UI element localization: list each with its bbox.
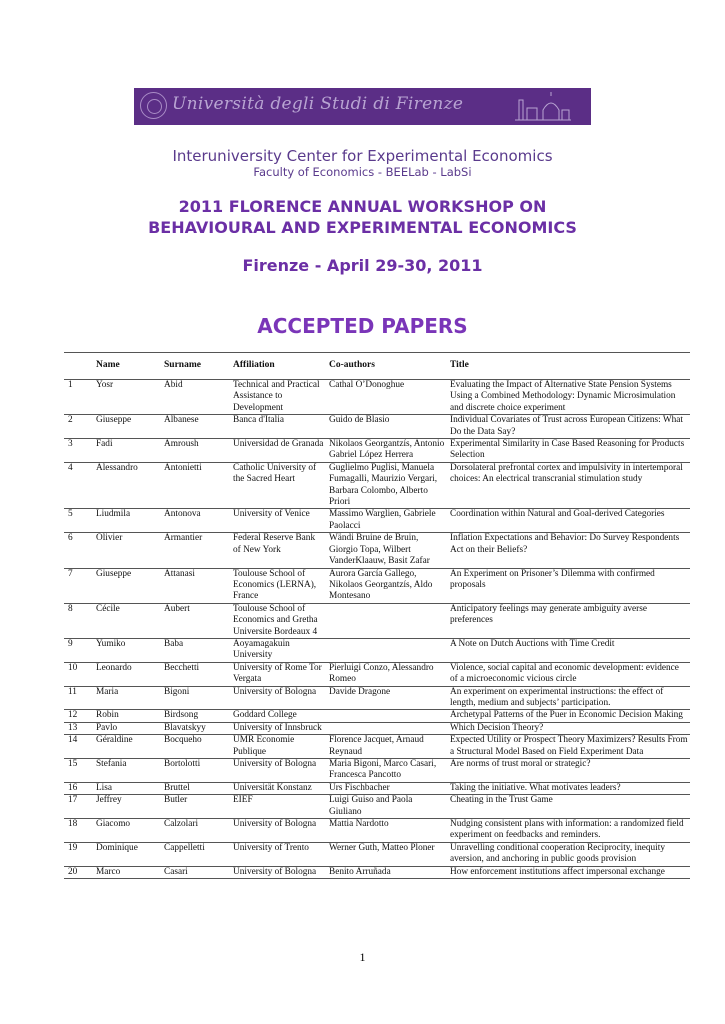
author-surname: Armantier bbox=[162, 533, 231, 568]
affiliation: EIEF bbox=[231, 795, 327, 819]
workshop-title-line1: 2011 FLORENCE ANNUAL WORKSHOP ON bbox=[178, 197, 547, 216]
table-header-row bbox=[64, 353, 690, 380]
florence-skyline-icon bbox=[515, 92, 571, 122]
paper-title: How enforcement institutions affect impersonal exchange bbox=[448, 866, 690, 878]
affiliation: University of Bologna bbox=[231, 759, 327, 783]
co-authors bbox=[327, 722, 448, 734]
author-name: Dominique bbox=[94, 842, 162, 866]
paper-number: 6 bbox=[64, 533, 94, 568]
co-authors bbox=[327, 638, 448, 662]
university-banner bbox=[134, 88, 591, 125]
co-authors: Guido de Blasio bbox=[327, 415, 448, 439]
author-name: Géraldine bbox=[94, 735, 162, 759]
paper-number: 3 bbox=[64, 439, 94, 463]
table-row bbox=[64, 710, 690, 722]
author-name: Giuseppe bbox=[94, 568, 162, 603]
author-surname: Casari bbox=[162, 866, 231, 878]
co-authors: Maria Bigoni, Marco Casari, Francesca Pancotto bbox=[327, 759, 448, 783]
author-surname: Bigoni bbox=[162, 686, 231, 710]
paper-title: An experiment on experimental instructions: the effect of length, medium and subjects’ participation. bbox=[448, 686, 690, 710]
author-name: Yumiko bbox=[94, 638, 162, 662]
paper-title: Cheating in the Trust Game bbox=[448, 795, 690, 819]
paper-title: Coordination within Natural and Goal-derived Categories bbox=[448, 509, 690, 533]
paper-number: 14 bbox=[64, 735, 94, 759]
affiliation: Aoyamagakuin University bbox=[231, 638, 327, 662]
author-surname: Amroush bbox=[162, 439, 231, 463]
paper-number: 15 bbox=[64, 759, 94, 783]
co-authors: Davide Dragone bbox=[327, 686, 448, 710]
author-name: Stefania bbox=[94, 759, 162, 783]
co-authors: Wändi Bruine de Bruin, Giorgio Topa, Wilbert VanderKlaauw, Basit Zafar bbox=[327, 533, 448, 568]
paper-title: Which Decision Theory? bbox=[448, 722, 690, 734]
paper-title: Experimental Similarity in Case Based Reasoning for Products Selection bbox=[448, 439, 690, 463]
paper-number: 2 bbox=[64, 415, 94, 439]
author-name: Fadi bbox=[94, 439, 162, 463]
author-surname: Bortolotti bbox=[162, 759, 231, 783]
university-seal-icon bbox=[140, 92, 167, 119]
table-row bbox=[64, 415, 690, 439]
workshop-title-line2: BEHAVIOURAL AND EXPERIMENTAL ECONOMICS bbox=[148, 218, 577, 237]
author-surname: Antonietti bbox=[162, 462, 231, 509]
author-surname: Baba bbox=[162, 638, 231, 662]
paper-number: 1 bbox=[64, 380, 94, 415]
co-authors: Pierluigi Conzo, Alessandro Romeo bbox=[327, 662, 448, 686]
paper-title: Dorsolateral prefrontal cortex and impulsivity in intertemporal choices: An electrical transcranial stimulation study bbox=[448, 462, 690, 509]
co-authors: Massimo Warglien, Gabriele Paolacci bbox=[327, 509, 448, 533]
paper-number: 16 bbox=[64, 782, 94, 794]
author-name: Lisa bbox=[94, 782, 162, 794]
paper-number: 12 bbox=[64, 710, 94, 722]
accepted-papers-table bbox=[64, 352, 690, 879]
paper-number: 20 bbox=[64, 866, 94, 878]
affiliation: Catholic University of the Sacred Heart bbox=[231, 462, 327, 509]
co-authors: Guglielmo Puglisi, Manuela Fumagalli, Maurizio Vergari, Barbara Colombo, Alberto Priori bbox=[327, 462, 448, 509]
affiliation: UMR Economie Publique bbox=[231, 735, 327, 759]
workshop-date: Firenze - April 29-30, 2011 bbox=[242, 256, 483, 275]
author-surname: Bocqueho bbox=[162, 735, 231, 759]
author-surname: Abid bbox=[162, 380, 231, 415]
header-name: Name bbox=[94, 353, 162, 380]
header-coauthors: Co-authors bbox=[327, 353, 448, 380]
paper-title: An Experiment on Prisoner’s Dilemma with confirmed proposals bbox=[448, 568, 690, 603]
table-body bbox=[64, 380, 690, 879]
author-name: Giacomo bbox=[94, 819, 162, 843]
co-authors bbox=[327, 710, 448, 722]
paper-title: Violence, social capital and economic development: evidence of a microeconomic vicious circle bbox=[448, 662, 690, 686]
paper-number: 9 bbox=[64, 638, 94, 662]
co-authors: Nikolaos Georgantzís, Antonio Gabriel López Herrera bbox=[327, 439, 448, 463]
author-name: Robin bbox=[94, 710, 162, 722]
paper-title: Inflation Expectations and Behavior: Do Survey Respondents Act on their Beliefs? bbox=[448, 533, 690, 568]
affiliation: University of Innsbruck bbox=[231, 722, 327, 734]
author-name: Leonardo bbox=[94, 662, 162, 686]
header-surname: Surname bbox=[162, 353, 231, 380]
center-name: Interuniversity Center for Experimental Economics bbox=[172, 147, 553, 165]
paper-title: Evaluating the Impact of Alternative State Pension Systems Using a Combined Methodology: Dynamic Microsimulation and discrete choice experiment bbox=[448, 380, 690, 415]
table-row bbox=[64, 462, 690, 509]
faculty-line: Faculty of Economics - BEELab - LabSi bbox=[253, 165, 472, 179]
section-title: ACCEPTED PAPERS bbox=[257, 314, 468, 338]
author-surname: Albanese bbox=[162, 415, 231, 439]
affiliation: Technical and Practical Assistance to Development bbox=[231, 380, 327, 415]
paper-title: Taking the initiative. What motivates leaders? bbox=[448, 782, 690, 794]
affiliation: Universität Konstanz bbox=[231, 782, 327, 794]
author-surname: Butler bbox=[162, 795, 231, 819]
paper-number: 4 bbox=[64, 462, 94, 509]
paper-number: 10 bbox=[64, 662, 94, 686]
table-row bbox=[64, 603, 690, 638]
author-surname: Blavatskyy bbox=[162, 722, 231, 734]
page-number: 1 bbox=[359, 950, 366, 964]
table-row bbox=[64, 509, 690, 533]
author-surname: Aubert bbox=[162, 603, 231, 638]
header-title: Title bbox=[448, 353, 690, 380]
table-row bbox=[64, 795, 690, 819]
author-name: Olivier bbox=[94, 533, 162, 568]
affiliation: Toulouse School of Economics and Gretha Universite Bordeaux 4 bbox=[231, 603, 327, 638]
author-surname: Cappelletti bbox=[162, 842, 231, 866]
paper-number: 13 bbox=[64, 722, 94, 734]
table-row bbox=[64, 759, 690, 783]
paper-title: Unravelling conditional cooperation Reciprocity, inequity aversion, and anchoring in public goods provision bbox=[448, 842, 690, 866]
affiliation: University of Rome Tor Vergata bbox=[231, 662, 327, 686]
paper-number: 5 bbox=[64, 509, 94, 533]
header-number bbox=[64, 353, 94, 380]
affiliation: University of Bologna bbox=[231, 866, 327, 878]
table-row bbox=[64, 782, 690, 794]
paper-number: 8 bbox=[64, 603, 94, 638]
paper-number: 19 bbox=[64, 842, 94, 866]
paper-number: 11 bbox=[64, 686, 94, 710]
author-name: Cécile bbox=[94, 603, 162, 638]
header-affiliation: Affiliation bbox=[231, 353, 327, 380]
paper-title: Archetypal Patterns of the Puer in Economic Decision Making bbox=[448, 710, 690, 722]
table-row bbox=[64, 686, 690, 710]
author-surname: Attanasi bbox=[162, 568, 231, 603]
table-row bbox=[64, 662, 690, 686]
author-surname: Bruttel bbox=[162, 782, 231, 794]
table-row bbox=[64, 380, 690, 415]
table-row bbox=[64, 842, 690, 866]
co-authors: Luigi Guiso and Paola Giuliano bbox=[327, 795, 448, 819]
paper-number: 17 bbox=[64, 795, 94, 819]
table-row bbox=[64, 439, 690, 463]
paper-title: Expected Utility or Prospect Theory Maximizers? Results From a Structural Model Based on Field Experiment Data bbox=[448, 735, 690, 759]
author-surname: Calzolari bbox=[162, 819, 231, 843]
paper-title: Individual Covariates of Trust across European Citizens: What Do the Data Say? bbox=[448, 415, 690, 439]
co-authors bbox=[327, 603, 448, 638]
author-name: Jeffrey bbox=[94, 795, 162, 819]
co-authors: Cathal O’Donoghue bbox=[327, 380, 448, 415]
affiliation: Toulouse School of Economics (LERNA), France bbox=[231, 568, 327, 603]
author-name: Giuseppe bbox=[94, 415, 162, 439]
co-authors: Florence Jacquet, Arnaud Reynaud bbox=[327, 735, 448, 759]
co-authors: Benito Arruñada bbox=[327, 866, 448, 878]
affiliation: Universidad de Granada bbox=[231, 439, 327, 463]
table-row bbox=[64, 722, 690, 734]
affiliation: University of Trento bbox=[231, 842, 327, 866]
author-name: Pavlo bbox=[94, 722, 162, 734]
paper-number: 18 bbox=[64, 819, 94, 843]
co-authors: Aurora García Gallego, Nikolaos Georgantzís, Aldo Montesano bbox=[327, 568, 448, 603]
affiliation: Federal Reserve Bank of New York bbox=[231, 533, 327, 568]
author-name: Marco bbox=[94, 866, 162, 878]
paper-title: A Note on Dutch Auctions with Time Credit bbox=[448, 638, 690, 662]
table-row bbox=[64, 819, 690, 843]
author-name: Maria bbox=[94, 686, 162, 710]
paper-number: 7 bbox=[64, 568, 94, 603]
author-surname: Becchetti bbox=[162, 662, 231, 686]
affiliation: Banca d'Italia bbox=[231, 415, 327, 439]
banner-university-name: Università degli Studi di Firenze bbox=[172, 94, 464, 114]
paper-title: Are norms of trust moral or strategic? bbox=[448, 759, 690, 783]
co-authors: Urs Fischbacher bbox=[327, 782, 448, 794]
affiliation: University of Venice bbox=[231, 509, 327, 533]
table-row bbox=[64, 866, 690, 878]
table-row bbox=[64, 568, 690, 603]
table-row bbox=[64, 735, 690, 759]
affiliation: University of Bologna bbox=[231, 819, 327, 843]
author-surname: Antonova bbox=[162, 509, 231, 533]
author-name: Yosr bbox=[94, 380, 162, 415]
co-authors: Werner Guth, Matteo Ploner bbox=[327, 842, 448, 866]
table-row bbox=[64, 533, 690, 568]
paper-title: Anticipatory feelings may generate ambiguity averse preferences bbox=[448, 603, 690, 638]
paper-title: Nudging consistent plans with information: a randomized field experiment on feedbacks and reminders. bbox=[448, 819, 690, 843]
author-name: Alessandro bbox=[94, 462, 162, 509]
co-authors: Mattia Nardotto bbox=[327, 819, 448, 843]
affiliation: Goddard College bbox=[231, 710, 327, 722]
author-surname: Birdsong bbox=[162, 710, 231, 722]
affiliation: University of Bologna bbox=[231, 686, 327, 710]
table-row bbox=[64, 638, 690, 662]
author-name: Liudmila bbox=[94, 509, 162, 533]
